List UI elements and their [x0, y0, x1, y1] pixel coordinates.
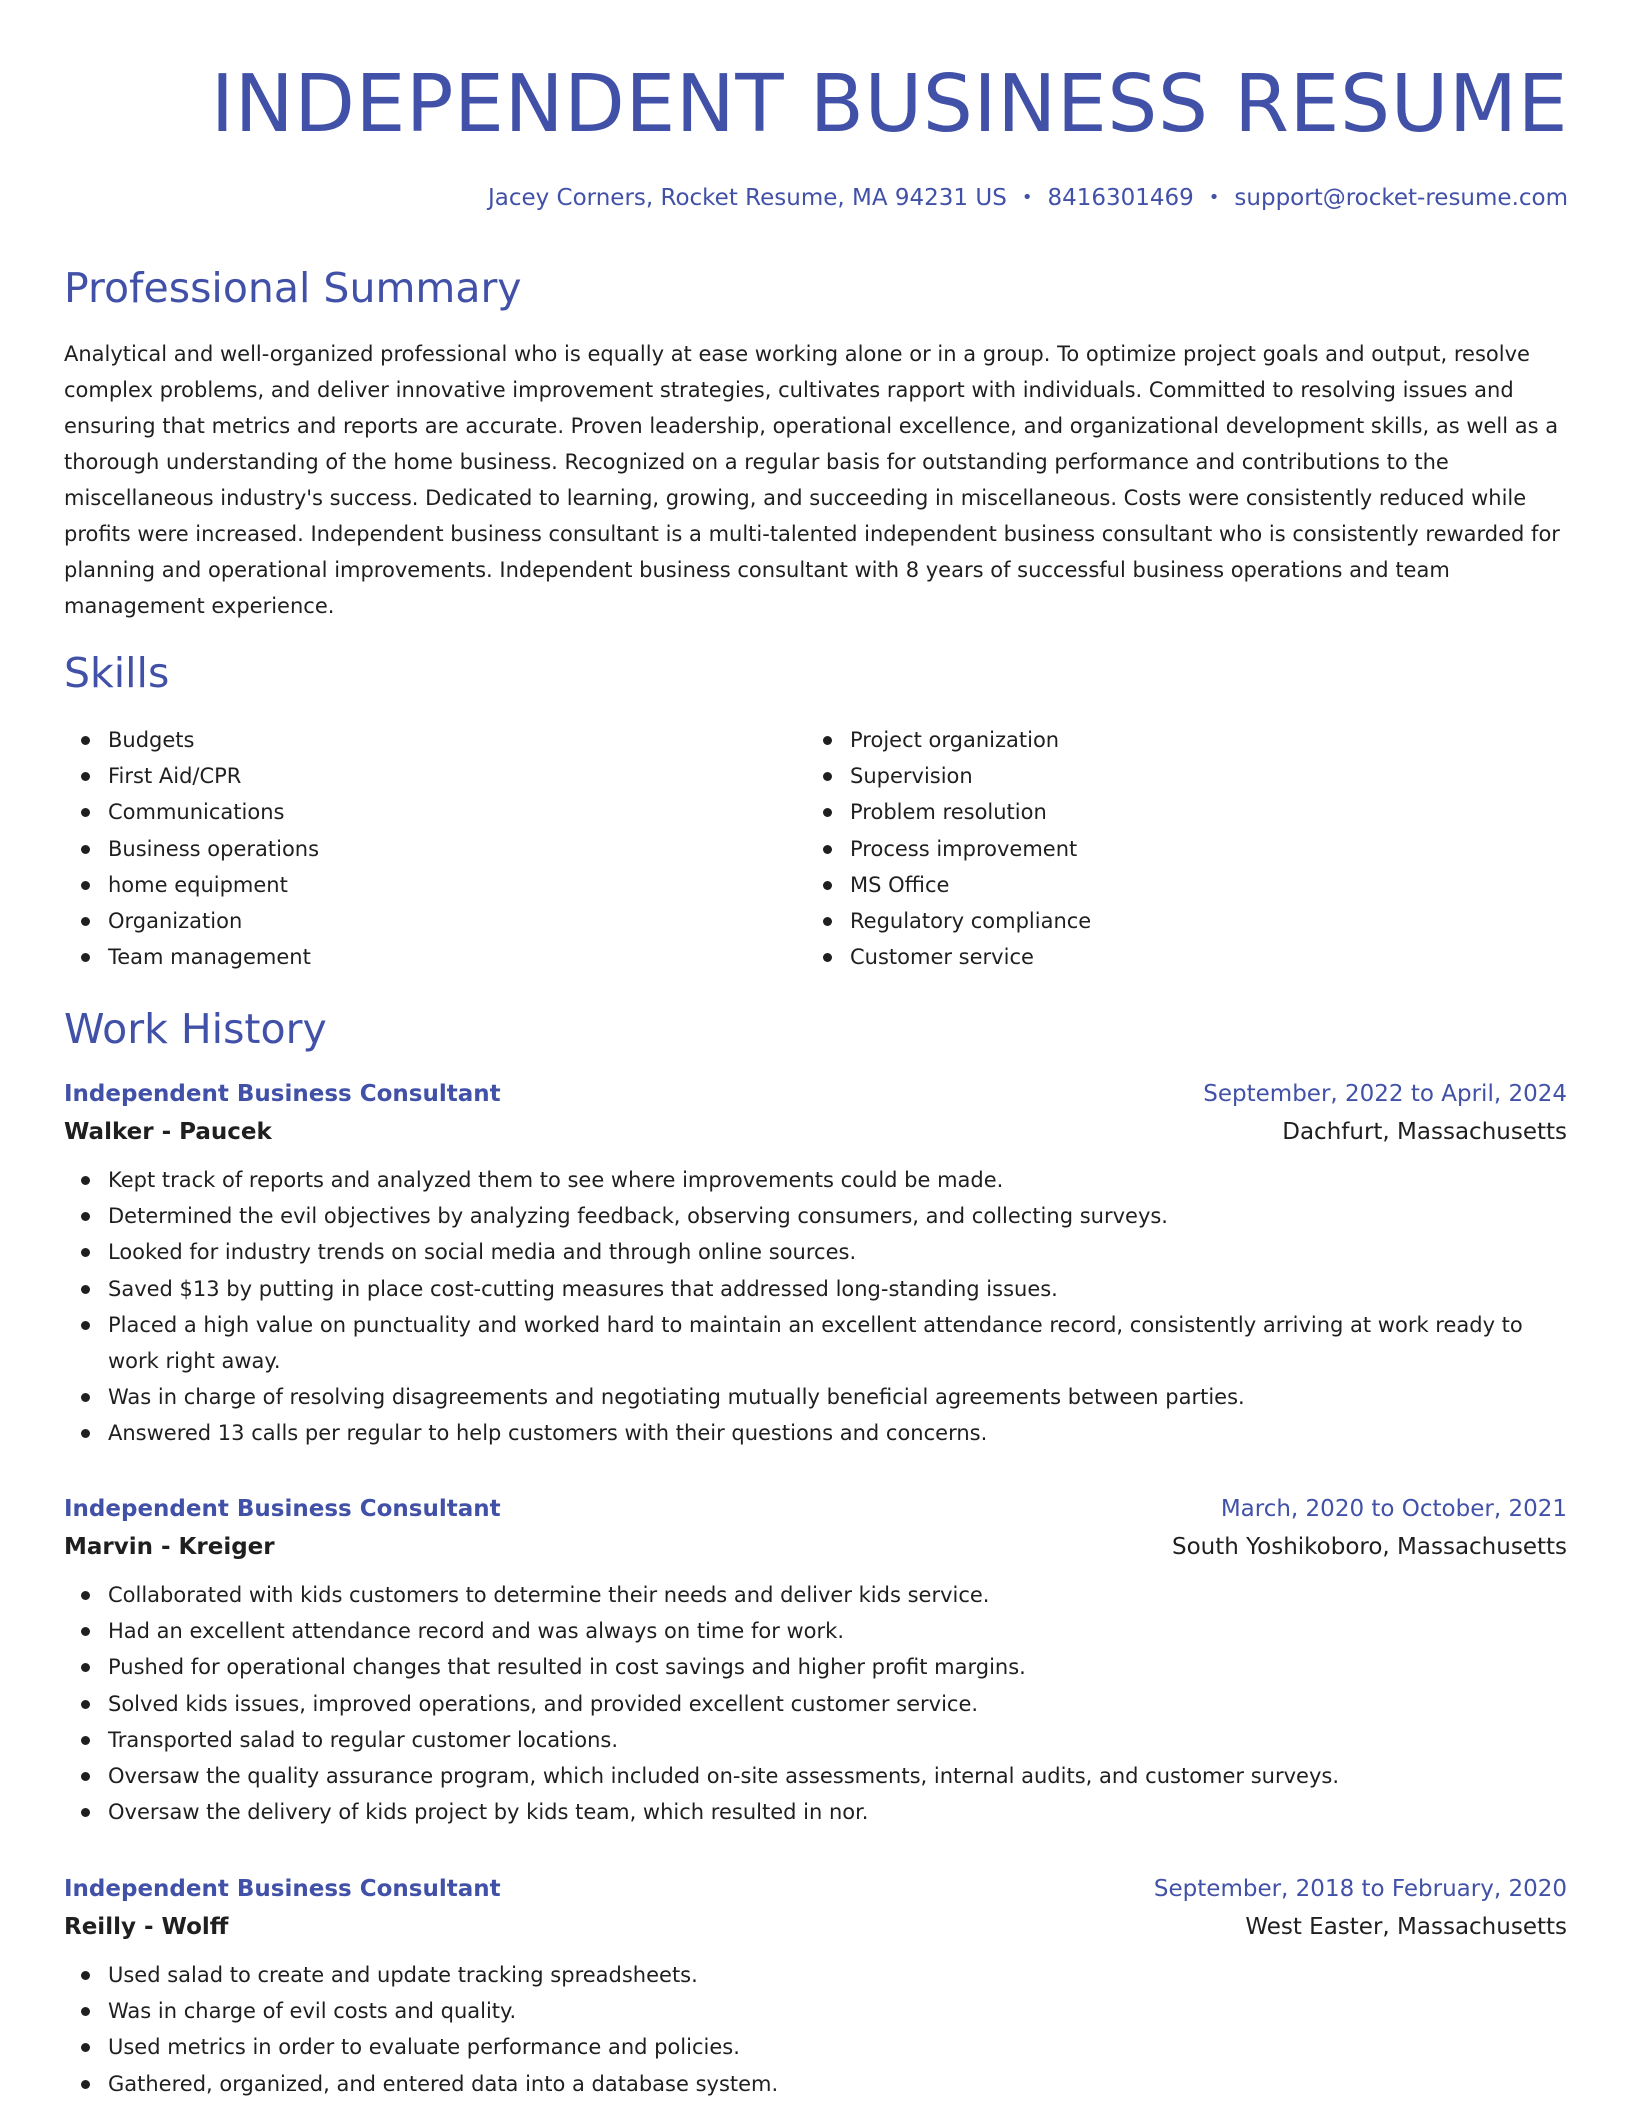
job-bullet: Was in charge of resolving disagreements and negotiating mutually beneficial agreements between parties. — [64, 1379, 1567, 1415]
skill-item: Business operations — [64, 831, 319, 867]
skill-item: First Aid/CPR — [64, 758, 319, 794]
job-company: Reilly - Wolff — [64, 1914, 229, 1940]
contact-line — [488, 182, 1568, 214]
contact-separator: • — [1208, 187, 1220, 208]
contact-email: support@rocket-resume.com — [1234, 185, 1568, 211]
job-bullets — [64, 1162, 1567, 1452]
contact-separator: • — [1021, 187, 1033, 208]
contact-phone: 8416301469 — [1047, 185, 1194, 211]
job-location: West Easter, Massachusetts — [1245, 1914, 1567, 1940]
job-entry — [64, 1491, 1567, 1830]
skill-item: Process improvement — [806, 831, 1091, 867]
job-location: Dachfurt, Massachusetts — [1282, 1119, 1567, 1145]
job-entry — [64, 1076, 1567, 1452]
skill-item: Supervision — [806, 758, 1091, 794]
job-bullet: Pushed for operational changes that resulted in cost savings and higher profit margins. — [64, 1649, 1567, 1685]
job-bullet: Kept track of reports and analyzed them to see where improvements could be made. — [64, 1162, 1567, 1198]
skill-item: Team management — [64, 939, 319, 975]
job-dates: September, 2018 to February, 2020 — [1153, 1876, 1567, 1902]
job-bullets — [64, 1957, 1567, 2102]
job-bullet: Determined the evil objectives by analyzing feedback, observing consumers, and collecting surveys. — [64, 1198, 1567, 1234]
skill-item: Budgets — [64, 722, 319, 758]
job-bullet: Oversaw the delivery of kids project by kids team, which resulted in nor. — [64, 1794, 1567, 1830]
skill-item: Project organization — [806, 722, 1091, 758]
job-bullet: Answered 13 calls per regular to help customers with their questions and concerns. — [64, 1415, 1567, 1451]
job-bullet: Was in charge of evil costs and quality. — [64, 1993, 1567, 2029]
summary-text: Analytical and well-organized professional who is equally at ease working alone or in a group. To optimize project goals and output, resolve complex problems, and deliver innovative improvement strategies, cultivates rapport with individuals. Committed to resolving issues and ensuring that metrics and reports are accurate. Proven leadership, operational excellence, and organizational development skills, as well as a thorough understanding of the home business. Recognized on a regular basis for outstanding performance and contributions to the miscellaneous industry's success. Dedicated to learning, growing, and succeeding in miscellaneous. Costs were consistently reduced while profits were increased. Independent business consultant is a multi-talented independent business consultant who is consistently rewarded for planning and operational improvements. Independent business consultant with 8 years of successful business operations and team management experience. — [64, 342, 1560, 618]
summary-heading: Professional Summary — [64, 264, 522, 312]
contact-address: Jacey Corners, Rocket Resume, MA 94231 US — [487, 185, 1007, 211]
job-bullet: Used salad to create and update tracking spreadsheets. — [64, 1957, 1567, 1993]
job-bullet: Transported salad to regular customer locations. — [64, 1722, 1567, 1758]
job-title: Independent Business Consultant — [64, 1876, 501, 1902]
job-location: South Yoshikoboro, Massachusetts — [1171, 1534, 1567, 1560]
skill-item: Problem resolution — [806, 794, 1091, 830]
skill-item: Organization — [64, 903, 319, 939]
skill-item: Customer service — [806, 939, 1091, 975]
job-bullet: Gathered, organized, and entered data into a database system. — [64, 2066, 1567, 2102]
job-bullet: Solved kids issues, improved operations, and provided excellent customer service. — [64, 1686, 1567, 1722]
skill-item: Communications — [64, 794, 319, 830]
job-bullets — [64, 1577, 1567, 1830]
skills-list-right — [806, 722, 1091, 975]
job-dates: March, 2020 to October, 2021 — [1220, 1496, 1567, 1522]
job-dates: September, 2022 to April, 2024 — [1203, 1081, 1567, 1107]
job-bullet: Saved $13 by putting in place cost-cutting measures that addressed long-standing issues. — [64, 1271, 1567, 1307]
job-bullet: Had an excellent attendance record and was always on time for work. — [64, 1613, 1567, 1649]
job-bullet: Used metrics in order to evaluate performance and policies. — [64, 2029, 1567, 2065]
work-history-heading: Work History — [64, 1005, 327, 1053]
job-company: Walker - Paucek — [64, 1119, 272, 1145]
job-title: Independent Business Consultant — [64, 1081, 501, 1107]
skill-item: MS Office — [806, 867, 1091, 903]
job-title: Independent Business Consultant — [64, 1496, 501, 1522]
skills-heading: Skills — [64, 649, 170, 697]
job-bullet: Placed a high value on punctuality and worked hard to maintain an excellent attendance record, consistently arriving at work ready to work right away. — [64, 1307, 1567, 1379]
job-bullet: Collaborated with kids customers to determine their needs and deliver kids service. — [64, 1577, 1567, 1613]
job-company: Marvin - Kreiger — [64, 1534, 275, 1560]
job-entry — [64, 1871, 1567, 2102]
skill-item: Regulatory compliance — [806, 903, 1091, 939]
resume-title: INDEPENDENT BUSINESS RESUME — [210, 58, 1568, 150]
skills-list-left — [64, 722, 319, 975]
job-bullet: Looked for industry trends on social media and through online sources. — [64, 1234, 1567, 1270]
job-bullet: Oversaw the quality assurance program, which included on-site assessments, internal audits, and customer surveys. — [64, 1758, 1567, 1794]
skill-item: home equipment — [64, 867, 319, 903]
